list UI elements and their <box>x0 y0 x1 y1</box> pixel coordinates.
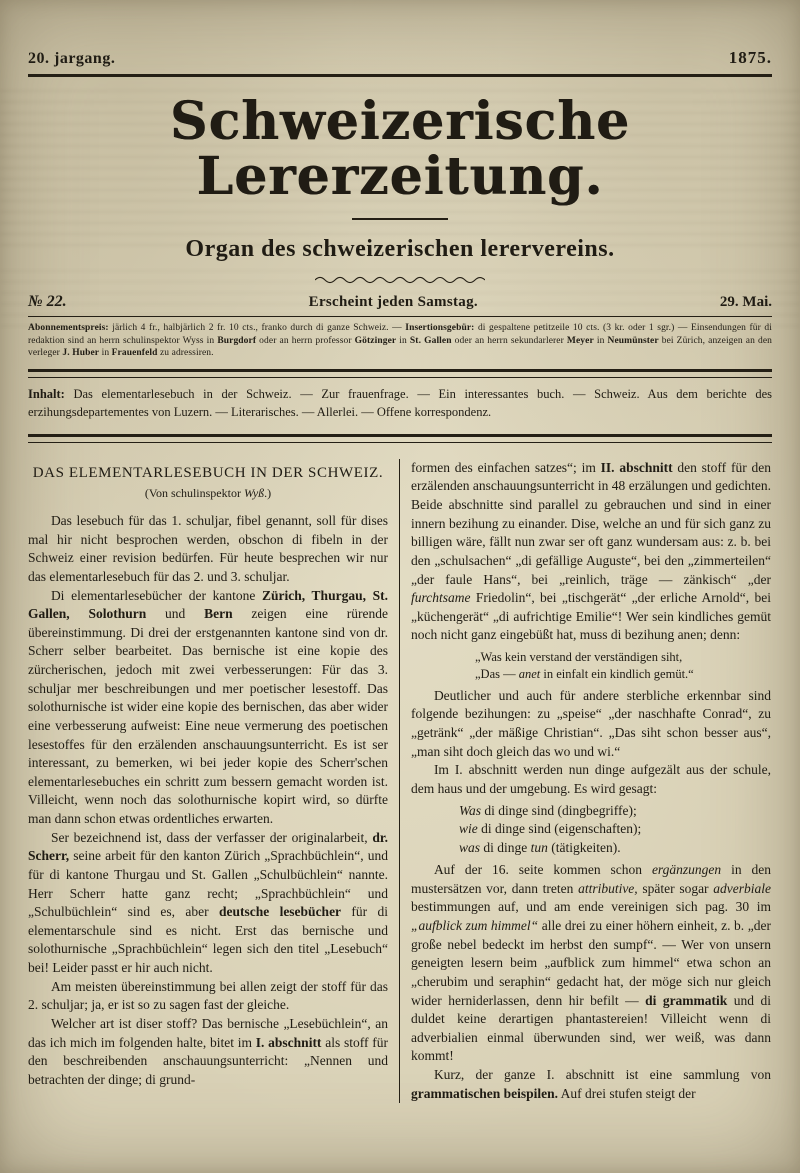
paragraph: Di elementarlesebücher der kantone Zürich, Thurgau, St. Gallen, Solothurn und Bern zeigen eine rürende übereinstimmung. Di drei der erstgenannten kantone sind von dr. Scherr selber bearbeitet. Das bernische ist eine kopie des zürcherischen, jedoch mit zwei verbesserungen: Für das 3. schuljar mer beschreibungen und mer poetischer lesestoff. Das solothurnische ist wider eine kopie des bernischen, das aber wider eine verbesserung aufweist: Eine neue vermerung des poetischen lesestoffes für den erzälenden anschauungsunterricht. Es ist ser interessant, zu bemerken, wi bei jeder kopie des Scherr'schen elementarlesebuches ein schritt zum bessern gemacht worden ist. Villeicht, wenn noch das solothurnische kopirt wird, so dürfte man dann schon etwas ordentliches erwarten. <box>28 587 388 827</box>
issue-row <box>28 293 772 311</box>
article-byline: (Von schulinspektor Wyß.) <box>144 486 272 501</box>
article-columns <box>28 459 772 1104</box>
table-of-contents: Inhalt: Das elementarlesebuch in der Schweiz. — Zur frauenfrage. — Ein interessantes buch. — Schweiz. Aus dem berichte des erzihungsdepartementes von Luzern. — Literarisches. — Allerlei. — Offene korrespondenz. <box>28 387 772 419</box>
double-rule <box>28 434 772 443</box>
quote-line: „Was kein verstand der verständigen siht, <box>475 650 683 665</box>
left-column <box>28 459 388 1104</box>
verse-quote <box>475 649 771 683</box>
newspaper-subtitle: Organ des schweizerischen lerervereins. <box>185 236 615 263</box>
paragraph: Welcher art ist diser stoff? Das bernische „Lesebüchlein“, an das ich mich im folgenden halte, bitet im I. abschnitt als stoff für den beschreibenden anschauungsunterricht: „Nennen und betrachten der dinge; di grund- <box>28 1015 388 1087</box>
newspaper-title: Schweizerische Lererzeitung. <box>169 91 631 207</box>
paragraph: Kurz, der ganze I. abschnitt ist eine sammlung von grammatischen beispilen. Auf drei stufen steigt der <box>411 1067 771 1101</box>
right-column <box>411 459 771 1104</box>
double-rule <box>28 369 772 378</box>
frequency-label: Erscheint jeden Samstag. <box>308 294 478 311</box>
definition-line: Was di dinge sind (dingbegriffe); <box>459 802 637 818</box>
issue-date: 29. Mai. <box>719 294 772 311</box>
imprint-text: Abonnementspreis: järlich 4 fr., halbjärlich 2 fr. 10 cts., franko durch di ganze Schweiz. — Insertionsgebür: di gespaltene petitzeile 10 cts. (3 kr. oder 1 sgr.) — Einsendungen für di redaktion sind an herrn schulinspektor Wyss in Burgdorf oder an herrn professor Götzinger in St. Gallen oder an herrn sekundarlerer Meyer in Neumünster bei Zürich, anzeigen an den verleger J. Huber in Frauenfeld zu adressiren. <box>28 323 772 359</box>
definition-list <box>459 802 771 859</box>
issue-number: № 22. <box>28 293 67 311</box>
paragraph: Deutlicher und auch für andere sterbliche erkennbar sind folgende bezihungen: zu „speise“ „der naschhafte Conrad“, zu „getränk“ „der mäßige Christian“. „Das siht schon besser aus“, „man siht doch gleich das wo und wi.“ <box>411 687 771 759</box>
paragraph: Das lesebuch für das 1. schuljar, fibel genannt, soll für dises mal hir nicht besprochen werden, obschon di fibeln in der Schweiz einer revision bedürfen. Für heute besprechen wir nur das elementarlesebuch für das 2. und 3. schuljar. <box>28 513 388 584</box>
article-heading: DAS ELEMENTARLESEBUCH IN DER SCHWEIZ. <box>32 464 384 481</box>
definition-line: wie di dinge sind (eigenschaften); <box>459 821 642 837</box>
divider-rule <box>28 74 772 77</box>
column-divider-rule <box>399 459 400 1104</box>
title-flourish-rule <box>352 218 448 220</box>
quote-line: „Das — anet in einfalt ein kindlich gemüt.“ <box>475 666 694 681</box>
paragraph: formen des einfachen satzes“; im II. abschnitt den stoff für den erzälenden anschauungsunterricht in 48 erzälungen und gedichten. Beide abschnitte sind parallel zu gebrauchen und sind in einer innern bezihung zu einander. Dise, welche an und für sich ganz zu billigen wäre, fällt nun zwar ser oft ganz wundersam aus: z. b. bei den „schulsachen“ „di gefällige Auguste“, bei den „zimmerteilen“ „der faule Hans“, bei „reinlich, träge — zänkisch“ „der furchtsame Friedolin“, bei „tischgerät“ „der erliche Arnold“, bei „küchengerät“ „di aufrichtige Emilie“! Wer sein kindliches gemüt noch nicht ganz eingebüßt hat, muss di bezihung anen; denn: <box>411 459 771 643</box>
definition-line: was di dinge tun (tätigkeiten). <box>459 840 621 856</box>
wavy-divider <box>315 275 485 285</box>
paragraph: Auf der 16. seite kommen schon ergänzungen in den mustersätzen vor, dann treten attributive, später sogar adverbiale bestimmungen auf, und am ende vereinigen sich pag. 30 im „aufblick zum himmel“ alle drei zu einer höhern einheit, z. b. „der große nebel bedeckt im herbst den sumpf“. — Wer von unsern geneigten lesern beim „aufblick zum himmel“ etwa schon an „cherubim und seraphin“ gedacht hat, der möge sich nur gleich wider herniderlassen, denn hir befilt — di grammatik und di duldet keine derartigen phantastereien! Villeicht wenn di adverbialien einmal überwunden sind, wer weiß, was dann kommt! <box>411 862 771 1064</box>
divider-rule <box>28 316 772 317</box>
year-label: 1875. <box>728 48 772 67</box>
paragraph: Ser bezeichnend ist, dass der verfasser der originalarbeit, dr. Scherr, seine arbeit für den kanton Zürich „Sprachbüchlein“, und für di kantone Thurgau und St. Gallen „Schulbüchlein“ nannte. Herr Scherr hatte ganz recht; „Sprachbüchlein“ und „Schulbüchlein“ sind es, aber deutsche lesebücher für di elementarschule sind es nicht. Erst das bernische und solothurnische „Sprachbüchlein“ legen sich den titel „Lesebuch“ bei! Leider passt er hir auch nicht. <box>28 829 388 976</box>
masthead-topline <box>28 0 772 68</box>
volume-label: 20. jargang. <box>28 50 116 67</box>
paragraph: Im I. abschnitt werden nun dinge aufgezält aus der schule, dem haus und der umgebung. Es wird gesagt: <box>411 762 771 796</box>
paragraph: Am meisten übereinstimmung bei allen zeigt der stoff für das 2. schuljar; ja, er ist so zu sagen fast der gleiche. <box>28 978 388 1013</box>
